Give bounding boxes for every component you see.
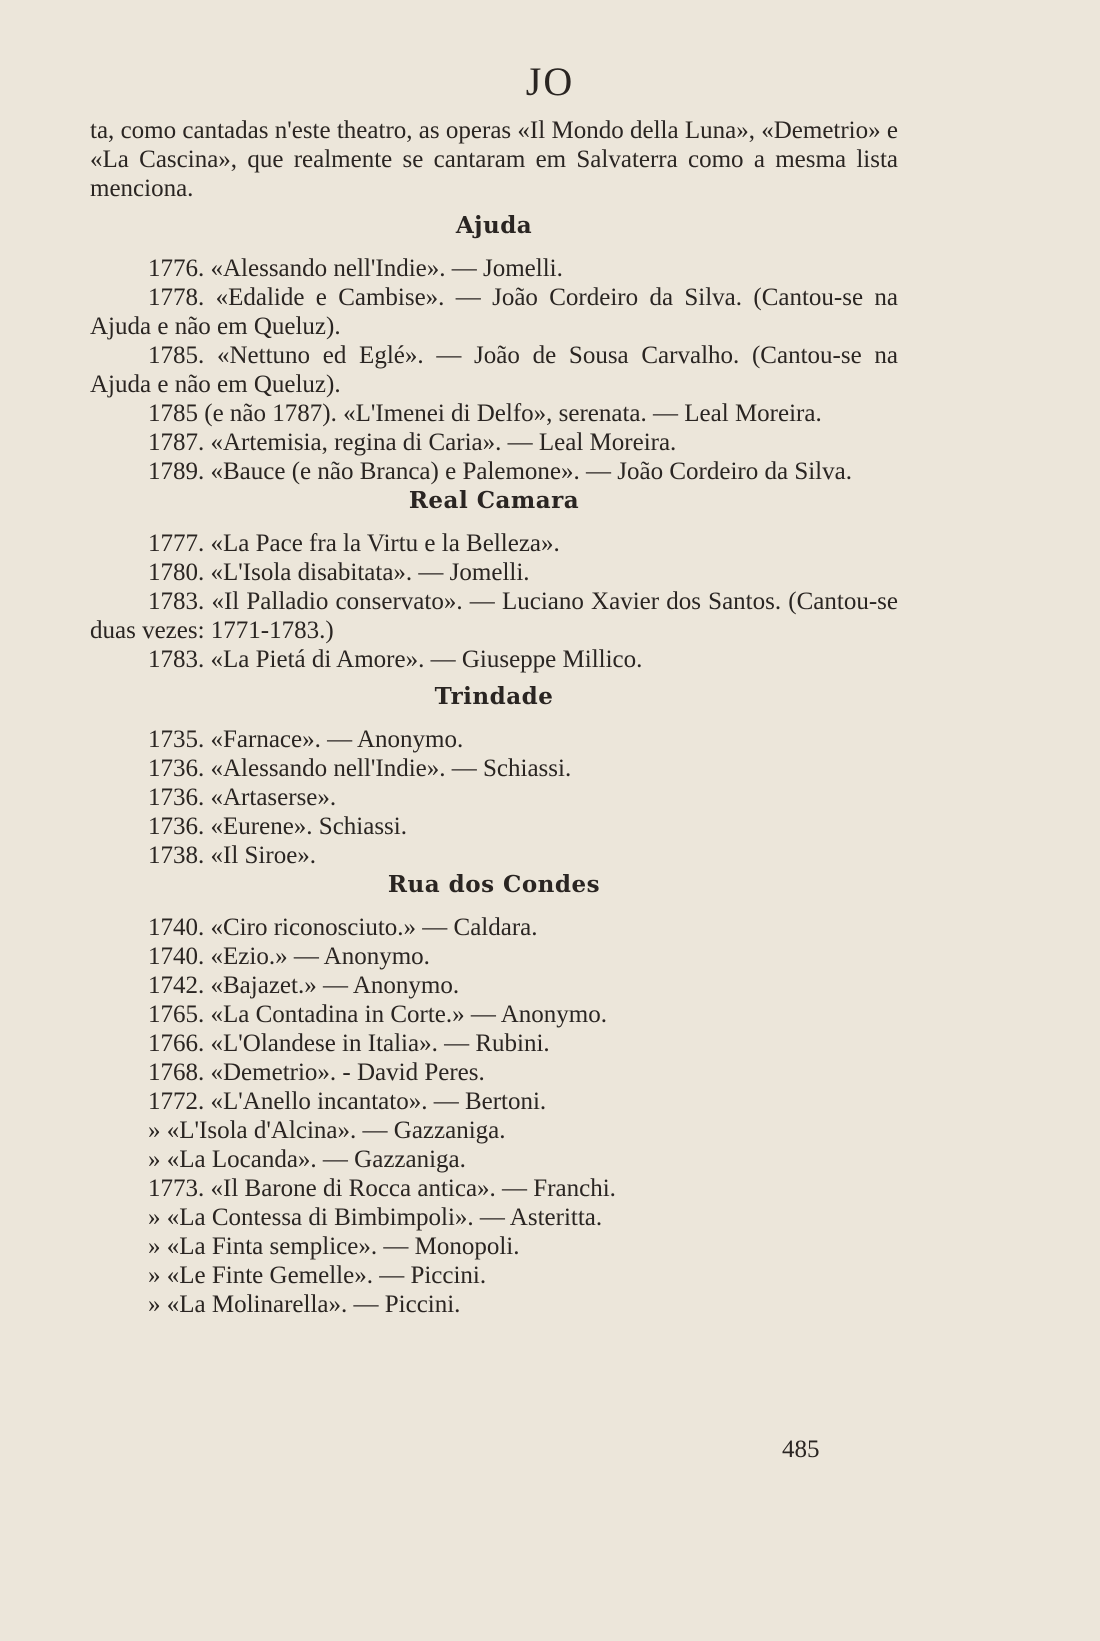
list-item: 1736. «Eurene». Schiassi. xyxy=(148,813,407,840)
list-item: 1735. «Farnace». — Anonymo. xyxy=(148,726,464,753)
intro-paragraph: ta, como cantadas n'este theatro, as operas «Il Mondo della Luna», «Demetrio» e «La Cascina», que realmente se cantaram em Salvaterra como a mesma lista menciona. xyxy=(90,117,898,202)
list-item: 1773. «Il Barone di Rocca antica». — Franchi. xyxy=(148,1175,616,1202)
section-ajuda xyxy=(90,211,898,486)
list-item: 1776. «Alessando nell'Indie». — Jomelli. xyxy=(148,255,563,282)
list-item: 1772. «L'Anello incantato». — Bertoni. xyxy=(148,1088,547,1115)
list-item: » «Le Finte Gemelle». — Piccini. xyxy=(148,1262,487,1289)
list-item: » «La Finta semplice». — Monopoli. xyxy=(148,1233,520,1260)
list-item: 1766. «L'Olandese in Italia». — Rubini. xyxy=(148,1030,550,1057)
section-heading: Ajuda xyxy=(455,212,533,239)
list-item: 1785. «Nettuno ed Eglé». — João de Sousa Carvalho. (Cantou-se na Ajuda e não em Queluz). xyxy=(90,342,898,398)
list-item: 1738. «Il Siroe». xyxy=(148,842,317,869)
list-item: 1789. «Bauce (e não Branca) e Palemone». — João Cordeiro da Silva. xyxy=(148,458,852,485)
list-item: 1778. «Edalide e Cambise». — João Cordeiro da Silva. (Cantou-se na Ajuda e não em Queluz). xyxy=(90,284,898,340)
list-item: 1785 (e não 1787). «L'Imenei di Delfo», serenata. — Leal Moreira. xyxy=(148,400,822,427)
section-heading: Rua dos Condes xyxy=(387,871,601,898)
section-trindade xyxy=(90,682,898,870)
list-item: 1736. «Artaserse». xyxy=(148,784,337,811)
entry-list xyxy=(90,529,898,674)
entry-list xyxy=(90,725,898,870)
list-item: 1742. «Bajazet.» — Anonymo. xyxy=(148,972,460,999)
list-item: 1780. «L'Isola disabitata». — Jomelli. xyxy=(148,559,530,586)
list-item: » «La Locanda». — Gazzaniga. xyxy=(148,1146,466,1173)
list-item: 1740. «Ciro riconosciuto.» — Caldara. xyxy=(148,914,538,941)
list-item: 1736. «Alessando nell'Indie». — Schiassi. xyxy=(148,755,572,782)
entry-list xyxy=(90,913,898,1319)
entry-list xyxy=(90,254,898,486)
list-item: 1777. «La Pace fra la Virtu e la Belleza». xyxy=(148,530,560,557)
list-item: 1765. «La Contadina in Corte.» — Anonymo. xyxy=(148,1001,607,1028)
page-number: 485 xyxy=(782,1436,820,1463)
section-heading: Trindade xyxy=(434,683,554,710)
running-header: JO xyxy=(525,59,575,104)
section-heading: Real Camara xyxy=(408,487,580,514)
page-body xyxy=(90,116,898,1319)
list-item: 1768. «Demetrio». - David Peres. xyxy=(148,1059,485,1086)
list-item: 1787. «Artemisia, regina di Caria». — Leal Moreira. xyxy=(148,429,677,456)
list-item: 1783. «La Pietá di Amore». — Giuseppe Millico. xyxy=(148,646,643,673)
section-real-camara xyxy=(90,486,898,674)
list-item: 1740. «Ezio.» — Anonymo. xyxy=(148,943,430,970)
list-item: » «La Molinarella». — Piccini. xyxy=(148,1291,461,1318)
section-rua-dos-condes xyxy=(90,870,898,1319)
list-item: 1783. «Il Palladio conservato». — Luciano Xavier dos Santos. (Cantou-se duas vezes: 1771-1783.) xyxy=(90,588,898,644)
list-item: » «La Contessa di Bimbimpoli». — Asteritta. xyxy=(148,1204,603,1231)
list-item: » «L'Isola d'Alcina». — Gazzaniga. xyxy=(148,1117,506,1144)
